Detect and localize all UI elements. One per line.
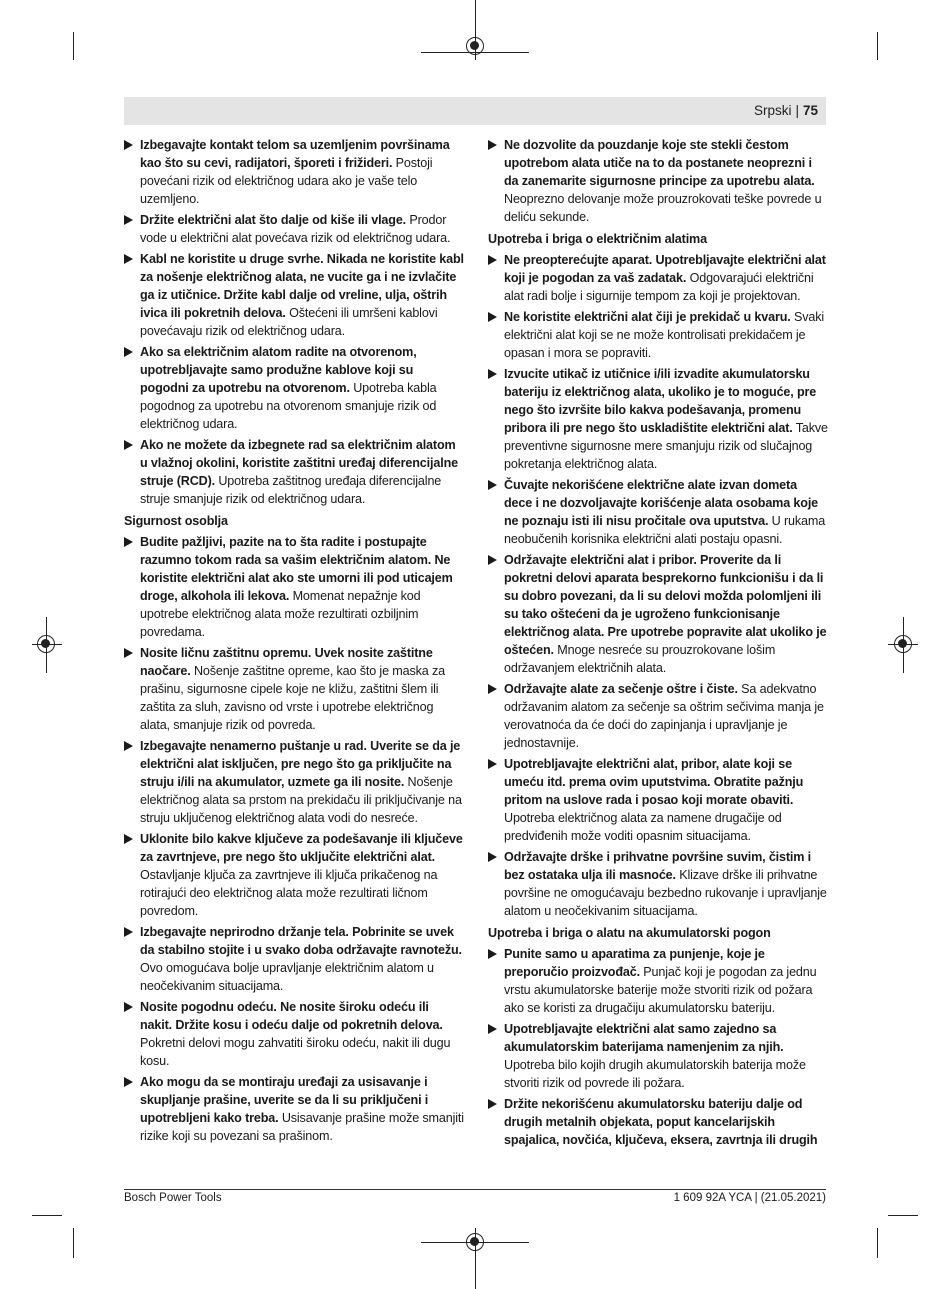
safety-item-instruction: Držite električni alat što dalje od kiše ili vlage. [140,213,407,227]
safety-item-instruction: Kabl ne koristite u druge svrhe. Nikada ne koristite kabl za nošenje električnog alata, ne vucite ga i ne izvlačite ga iz utičnice. Držite kabl dalje od vreline, ulja, oštrih ivica ili pokretnih delova. [140,252,464,320]
crop-mark-bottom-right [877,1228,878,1258]
safety-item [488,551,828,677]
safety-item-instruction: Izvucite utikač iz utičnice i/ili izvadite akumulatorsku bateriju iz električnog alata, ukoliko je to moguće, pre nego što izvršite bilo kakva podešavanja, promenu pribora ili pre nego što uskladištite električni alat. [504,367,817,435]
crop-mark-bottom-right-h [888,1215,918,1216]
safety-item-instruction: Budite pažljivi, pazite na to šta radite i postupajte razumno tokom rada sa vašim električnim alatom. Ne koristite električni alat ako ste umorni ili pod uticajem droge, alkohola ili lekova. [140,535,453,603]
crop-mark-top-right [877,32,878,60]
bullet-triangle-icon [124,347,133,357]
safety-item-explanation: Punjač koji je pogodan za jednu vrstu akumulatorske baterije može stvoriti rizik od požara ako se koristi za drugačiju akumulatorsku bateriju. [504,965,817,1015]
safety-item [124,136,464,208]
bullet-triangle-icon [124,648,133,658]
registration-mark-top [466,37,484,55]
section-heading: Upotreba i briga o alatu na akumulatorski pogon [488,926,771,940]
safety-item-explanation: Ostavljanje ključa za zavrtnjeve ili ključa prikačenog na rotirajući deo električnog alata može rezultirati ličnom povredom. [140,868,438,918]
safety-item-explanation: Upotreba zaštitnog uređaja diferencijalne struje smanjuje rizik od električnog udara. [140,474,442,506]
safety-item-instruction: Održavajte alate za sečenje oštre i čiste. [504,682,738,696]
registration-mark-right [894,635,912,653]
safety-item [124,644,464,734]
safety-item-explanation: Sa adekvatno održavanim alatom za sečenje sa oštrim sečivima manja je verovatnoća da će doći do zapinjanja i upravljanje je jednostavnije. [504,682,824,750]
safety-item-instruction: Održavajte drške i prihvatne površine suvim, čistim i bez ostataka ulja ili masnoće. [504,850,812,882]
safety-item-explanation: Ovo omogućava bolje upravljanje električnim alatom u neočekivanim situacijama. [140,961,434,993]
safety-item [488,136,828,226]
safety-item-explanation: Upotreba kabla pogodnog za upotrebu na otvorenom smanjuje rizik od električnog udara. [140,381,437,431]
safety-item [488,755,828,845]
safety-item-instruction: Ne dozvolite da pouzdanje koje ste stekli čestom upotrebom alata utiče na to da postanete neoprezni i da zanemarite sigurnosne principe za upotrebu alata. [504,138,815,188]
safety-item [488,251,828,305]
safety-item-explanation: Usisavanje prašine može smanjiti rizike koji su povezani sa prašinom. [140,1111,464,1143]
left-column [124,136,464,1148]
section-heading: Upotreba i briga o električnim alatima [488,232,707,246]
safety-item-explanation: Upotreba bilo kojih drugih akumulatorskih baterija može stvoriti rizik od povrede ili požara. [504,1058,806,1090]
safety-item-instruction: Ako sa električnim alatom radite na otvorenom, upotrebljavajte samo produžne kablove koji su pogodni za upotrebu na otvorenom. [140,345,417,395]
safety-item-explanation: Postoji povećani rizik od električnog udara ako je vaše telo uzemljeno. [140,156,433,206]
safety-item [488,848,828,920]
safety-item-instruction: Ne preopterećujte aparat. Upotrebljavajte električni alat koji je pogodan za vaš zadatak. [504,253,826,285]
bullet-triangle-icon [488,140,497,150]
bullet-triangle-icon [488,1099,497,1109]
crop-mark-top-left [73,32,74,60]
bullet-triangle-icon [488,1024,497,1034]
bullet-triangle-icon [124,254,133,264]
safety-item-explanation: Prodor vode u električni alat povećava rizik od električnog udara. [140,213,451,245]
safety-item-instruction: Uklonite bilo kakve ključeve za podešavanje ili ključeve za zavrtnjeve, pre nego što uključite električni alat. [140,832,463,864]
bullet-triangle-icon [488,949,497,959]
bullet-triangle-icon [124,440,133,450]
safety-item-instruction: Punite samo u aparatima za punjenje, koje je preporučio proizvođač. [504,947,765,979]
bullet-triangle-icon [124,741,133,751]
safety-item [488,945,828,1017]
bullet-triangle-icon [488,852,497,862]
bullet-triangle-icon [124,1077,133,1087]
section-heading: Sigurnost osoblja [124,514,228,528]
safety-item-instruction: Držite nekorišćenu akumulatorsku bateriju dalje od drugih metalnih objekata, poput kancelarijskih spajalica, novčića, ključeva, eksera, zavrtnja ili drugih [504,1097,818,1147]
safety-item [124,737,464,827]
safety-item [124,343,464,433]
header-section: Srpski [753,103,792,118]
safety-item-explanation: Nošenje zaštitne opreme, kao što je maska za prašinu, sigurnosne cipele koje ne kližu, zaštitni šlem ili zaštita za sluh, zavisno od vrste i upotrebe električnog alata, smanjuje rizik od povreda. [140,664,445,732]
safety-item [488,1095,828,1149]
safety-item [488,680,828,752]
right-column [488,136,828,1152]
bullet-triangle-icon [488,369,497,379]
safety-item [124,533,464,641]
safety-item [124,830,464,920]
safety-item-instruction: Ako ne možete da izbegnete rad sa električnim alatom u vlažnoj okolini, koristite zaštitni uređaj diferencijalne struje (RCD). [140,438,458,488]
crop-mark-bottom-left-h [32,1215,62,1216]
safety-item-explanation: Mnoge nesreće su prouzrokovane lošim održavanjem električnih alata. [504,643,776,675]
safety-item-explanation: Takve preventivne sigurnosne mere smanjuju rizik od slučajnog pokretanja električnog alata. [504,421,828,471]
safety-item-explanation: Momenat nepažnje kod upotrebe električnog alata može rezultirati ozbiljnim povredama. [140,589,421,639]
safety-item-instruction: Upotrebljavajte električni alat samo zajedno sa akumulatorskim baterijama namenjenim za njih. [504,1022,784,1054]
safety-item [124,1073,464,1145]
safety-item-instruction: Ne koristite električni alat čiji je prekidač u kvaru. [504,310,791,324]
page-header [124,97,826,125]
safety-item-explanation: Oštećeni ili umršeni kablovi povećavaju rizik od električnog udara. [140,306,438,338]
footer-doc-id: 1 609 92A YCA | (21.05.2021) [673,1192,826,1204]
safety-item-instruction: Nosite ličnu zaštitnu opremu. Uvek nosite zaštitne naočare. [140,646,433,678]
safety-item-instruction: Izbegavajte nenamerno puštanje u rad. Uverite se da je električni alat isključen, pre nego što ga priključite na struju i/ili na akumulator, uzmete ga ili nosite. [140,739,461,789]
registration-mark-left [37,635,55,653]
safety-item-instruction: Održavajte električni alat i pribor. Proverite da li pokretni delovi aparata besprekorno funkcionišu i da li su dobro povezani, da li su delovi možda polomljeni ili su tako oštećeni da je ugroženo funkcionisanje električnog alata. Pre upotrebe popravite alat ukoliko je oštećen. [504,553,827,657]
safety-item-instruction: Izbegavajte neprirodno držanje tela. Pobrinite se uvek da stabilno stojite i u svako doba održavajte ravnotežu. [140,925,462,957]
safety-item-explanation: Neoprezno delovanje može prouzrokovati teške povrede u deliću sekunde. [504,192,822,224]
bullet-triangle-icon [488,555,497,565]
safety-item [124,250,464,340]
safety-item-instruction: Čuvajte nekorišćene električne alate izvan dometa dece i ne dozvoljavajte korišćenje alata osobama koje ne poznaju isti ili nisu pročitale ova uputstva. [504,478,819,528]
footer-rule [124,1189,826,1190]
safety-item-instruction: Nosite pogodnu odeću. Ne nosite široku odeću ili nakit. Držite kosu i odeću dalje od pokretnih delova. [140,1000,443,1032]
safety-item [124,436,464,508]
safety-item [488,365,828,473]
bullet-triangle-icon [124,927,133,937]
safety-item-instruction: Izbegavajte kontakt telom sa uzemljenim površinama kao što su cevi, radijatori, šporeti i frižideri. [140,138,450,170]
bullet-triangle-icon [488,480,497,490]
safety-item-instruction: Ako mogu da se montiraju uređaji za usisavanje i skupljanje prašine, uverite se da li su priključeni i upotrebljeni kako treba. [140,1075,429,1125]
bullet-triangle-icon [124,215,133,225]
safety-item-explanation: U rukama neobučenih korisnika električni alati postaju opasni. [504,514,826,546]
bullet-triangle-icon [488,684,497,694]
registration-mark-bottom [466,1233,484,1251]
safety-item [124,923,464,995]
safety-item-explanation: Upotreba električnog alata za namene drugačije od predviđenih može voditi opasnim situacijama. [504,811,782,843]
header-label [754,103,818,118]
header-separator: | [795,103,799,118]
footer-publisher: Bosch Power Tools [124,1192,222,1204]
safety-item-explanation: Pokretni delovi mogu zahvatiti široku odeću, nakit ili dugu kosu. [140,1036,451,1068]
page-number: 75 [802,103,818,118]
safety-item [488,308,828,362]
bullet-triangle-icon [124,1002,133,1012]
safety-item-explanation: Nošenje električnog alata sa prstom na prekidaču ili priključivanje na struju uključenog električnog alata vodi do nesreće. [140,775,462,825]
safety-item-instruction: Upotrebljavajte električni alat, pribor, alate koji se umeću itd. prema ovim uputstvima. Obratite pažnju pritom na uslove rada i posao koji morate obaviti. [504,757,804,807]
safety-item-explanation: Svaki električni alat koji se ne može kontrolisati prekidačem je opasan i mora se popraviti. [504,310,824,360]
safety-item [488,1020,828,1092]
bullet-triangle-icon [124,537,133,547]
bullet-triangle-icon [124,140,133,150]
safety-item-explanation: Klizave drške ili prihvatne površine ne omogućavaju bezbedno rukovanje i upravljanje alatom u neočekivanim situacijama. [504,868,827,918]
bullet-triangle-icon [488,759,497,769]
safety-item [488,476,828,548]
crop-mark-bottom-left [73,1228,74,1258]
bullet-triangle-icon [124,834,133,844]
bullet-triangle-icon [488,255,497,265]
bullet-triangle-icon [488,312,497,322]
safety-item-explanation: Odgovarajući električni alat radi bolje i sigurnije tempom za koji je projektovan. [504,271,814,303]
safety-item [124,998,464,1070]
safety-item [124,211,464,247]
